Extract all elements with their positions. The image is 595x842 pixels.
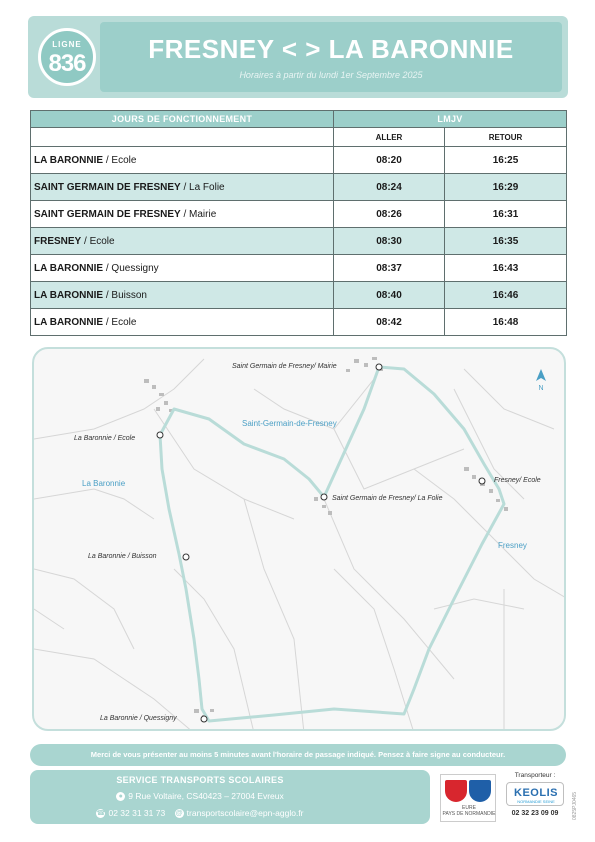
road-network — [34, 359, 566, 731]
stop-cell — [31, 201, 334, 228]
stop-commune: LA BARONNIE — [34, 262, 104, 274]
north-label: N — [538, 385, 544, 392]
page-title: FRESNEY < > LA BARONNIE — [148, 34, 514, 64]
keolis-subname: NORMANDIE SEINE — [517, 799, 555, 804]
stop-commune: LA BARONNIE — [34, 289, 104, 301]
service-name: SERVICE TRANSPORTS SCOLAIRES — [116, 775, 284, 785]
time-retour: 16:43 — [445, 255, 567, 282]
table-row — [31, 282, 567, 309]
stop-separator: / — [180, 208, 190, 220]
stop-marker-buisson — [183, 554, 189, 560]
line-label: LIGNE — [52, 40, 82, 49]
map-label-folie: Saint Germain de Fresney/ La Folie — [332, 495, 443, 502]
map-label-buisson: La Baronnie / Buisson — [88, 553, 157, 560]
stop-commune: SAINT GERMAIN DE FRESNEY — [34, 181, 181, 193]
timetable — [30, 110, 567, 336]
phone-icon: ☎ — [96, 810, 106, 818]
stop-cell — [31, 147, 334, 174]
keolis-name: KEOLIS — [514, 787, 558, 799]
stop-cell — [31, 282, 334, 309]
stop-place: Quessigny — [111, 262, 159, 274]
stop-place: Ecole — [111, 316, 137, 328]
stop-cell — [31, 255, 334, 282]
map-label-baronnie-ecole: La Baronnie / Ecole — [74, 435, 136, 442]
time-aller: 08:20 — [334, 147, 445, 174]
stop-place: Ecole — [89, 235, 115, 247]
map-label-quessigny: La Baronnie / Quessigny — [100, 715, 177, 722]
table-row — [31, 309, 567, 336]
service-email[interactable]: transportscolaire@epn-agglo.fr — [186, 808, 304, 818]
line-badge — [34, 24, 96, 90]
stop-place: La Folie — [189, 181, 225, 193]
stop-separator: / — [81, 235, 90, 247]
service-phone[interactable]: 02 32 31 31 73 — [108, 808, 166, 818]
stop-place: Ecole — [111, 154, 137, 166]
time-aller: 08:42 — [334, 309, 445, 336]
col-header-aller: ALLER — [334, 128, 445, 147]
table-row — [31, 201, 567, 228]
header-banner — [28, 16, 568, 98]
stop-cell — [31, 309, 334, 336]
stop-separator: / — [103, 154, 112, 166]
table-row — [31, 228, 567, 255]
time-aller: 08:26 — [334, 201, 445, 228]
stop-separator: / — [103, 262, 112, 274]
table-row — [31, 147, 567, 174]
stop-separator: / — [103, 316, 112, 328]
time-retour: 16:35 — [445, 228, 567, 255]
stop-marker-baronnie-ecole — [157, 432, 163, 438]
stop-marker-fresney-ecole — [479, 478, 485, 484]
eure-shield-blue-icon — [469, 780, 491, 802]
service-address — [30, 791, 370, 801]
stop-commune: SAINT GERMAIN DE FRESNEY — [34, 208, 181, 220]
stop-cell — [31, 228, 334, 255]
time-aller: 08:30 — [334, 228, 445, 255]
time-aller: 08:37 — [334, 255, 445, 282]
timetable-body — [31, 147, 567, 336]
route-map — [32, 347, 566, 731]
stop-place: Buisson — [111, 289, 147, 301]
time-retour: 16:31 — [445, 201, 567, 228]
map-canvas — [34, 349, 566, 731]
keolis-logo — [506, 782, 564, 806]
col-header-blank — [31, 128, 334, 147]
table-row — [31, 174, 567, 201]
col-header-stops: JOURS DE FONCTIONNEMENT — [31, 111, 334, 128]
map-area-la-baronnie: La Baronnie — [82, 479, 126, 488]
time-retour: 16:46 — [445, 282, 567, 309]
table-row — [31, 255, 567, 282]
col-header-retour: RETOUR — [445, 128, 567, 147]
header-title-box — [100, 22, 562, 92]
time-retour: 16:29 — [445, 174, 567, 201]
stop-place: Mairie — [189, 208, 217, 220]
email-icon: @ — [175, 810, 183, 818]
location-pin-icon: ● — [116, 792, 125, 801]
eure-department-logo — [440, 774, 496, 822]
stop-commune: LA BARONNIE — [34, 316, 104, 328]
north-arrow — [534, 369, 548, 399]
time-retour: 16:48 — [445, 309, 567, 336]
transporter-box — [502, 770, 568, 824]
map-area-saint-germain: Saint-Germain-de-Fresney — [242, 419, 337, 428]
eure-logo-text: EURE PAYS DE NORMANDIE — [442, 805, 496, 817]
service-contact-box — [30, 770, 430, 824]
map-label-mairie: Saint Germain de Fresney/ Mairie — [232, 363, 337, 370]
service-address-text: 9 Rue Voltaire, CS40423 – 27004 Evreux — [128, 791, 284, 801]
stop-commune: FRESNEY — [34, 235, 82, 247]
col-header-days: LMJV — [334, 111, 567, 128]
stop-marker-mairie — [376, 364, 382, 370]
time-aller: 08:40 — [334, 282, 445, 309]
time-aller: 08:24 — [334, 174, 445, 201]
boarding-notice: Merci de vous présenter au moins 5 minutes avant l'horaire de passage indiqué. Pensez à faire signe au conducteur. — [30, 744, 566, 766]
map-area-fresney: Fresney — [498, 541, 527, 550]
stop-cell — [31, 174, 334, 201]
time-retour: 16:25 — [445, 147, 567, 174]
stop-marker-quessigny — [201, 716, 207, 722]
transporter-label: Transporteur : — [514, 772, 556, 779]
document-reference: 0825PJ0465 — [572, 791, 578, 820]
transporter-phone[interactable]: 02 32 23 09 09 — [511, 810, 559, 817]
line-number: 836 — [48, 50, 86, 77]
page-subtitle: Horaires à partir du lundi 1er Septembre 2025 — [239, 70, 423, 80]
stop-commune: LA BARONNIE — [34, 154, 104, 166]
eure-shield-red-icon — [445, 780, 467, 802]
north-arrow-icon — [534, 369, 548, 399]
stop-separator: / — [103, 289, 112, 301]
map-label-fresney-ecole: Fresney/ Ecole — [494, 477, 541, 484]
service-contact — [30, 808, 370, 818]
stop-separator: / — [180, 181, 190, 193]
stop-marker-folie — [321, 494, 327, 500]
